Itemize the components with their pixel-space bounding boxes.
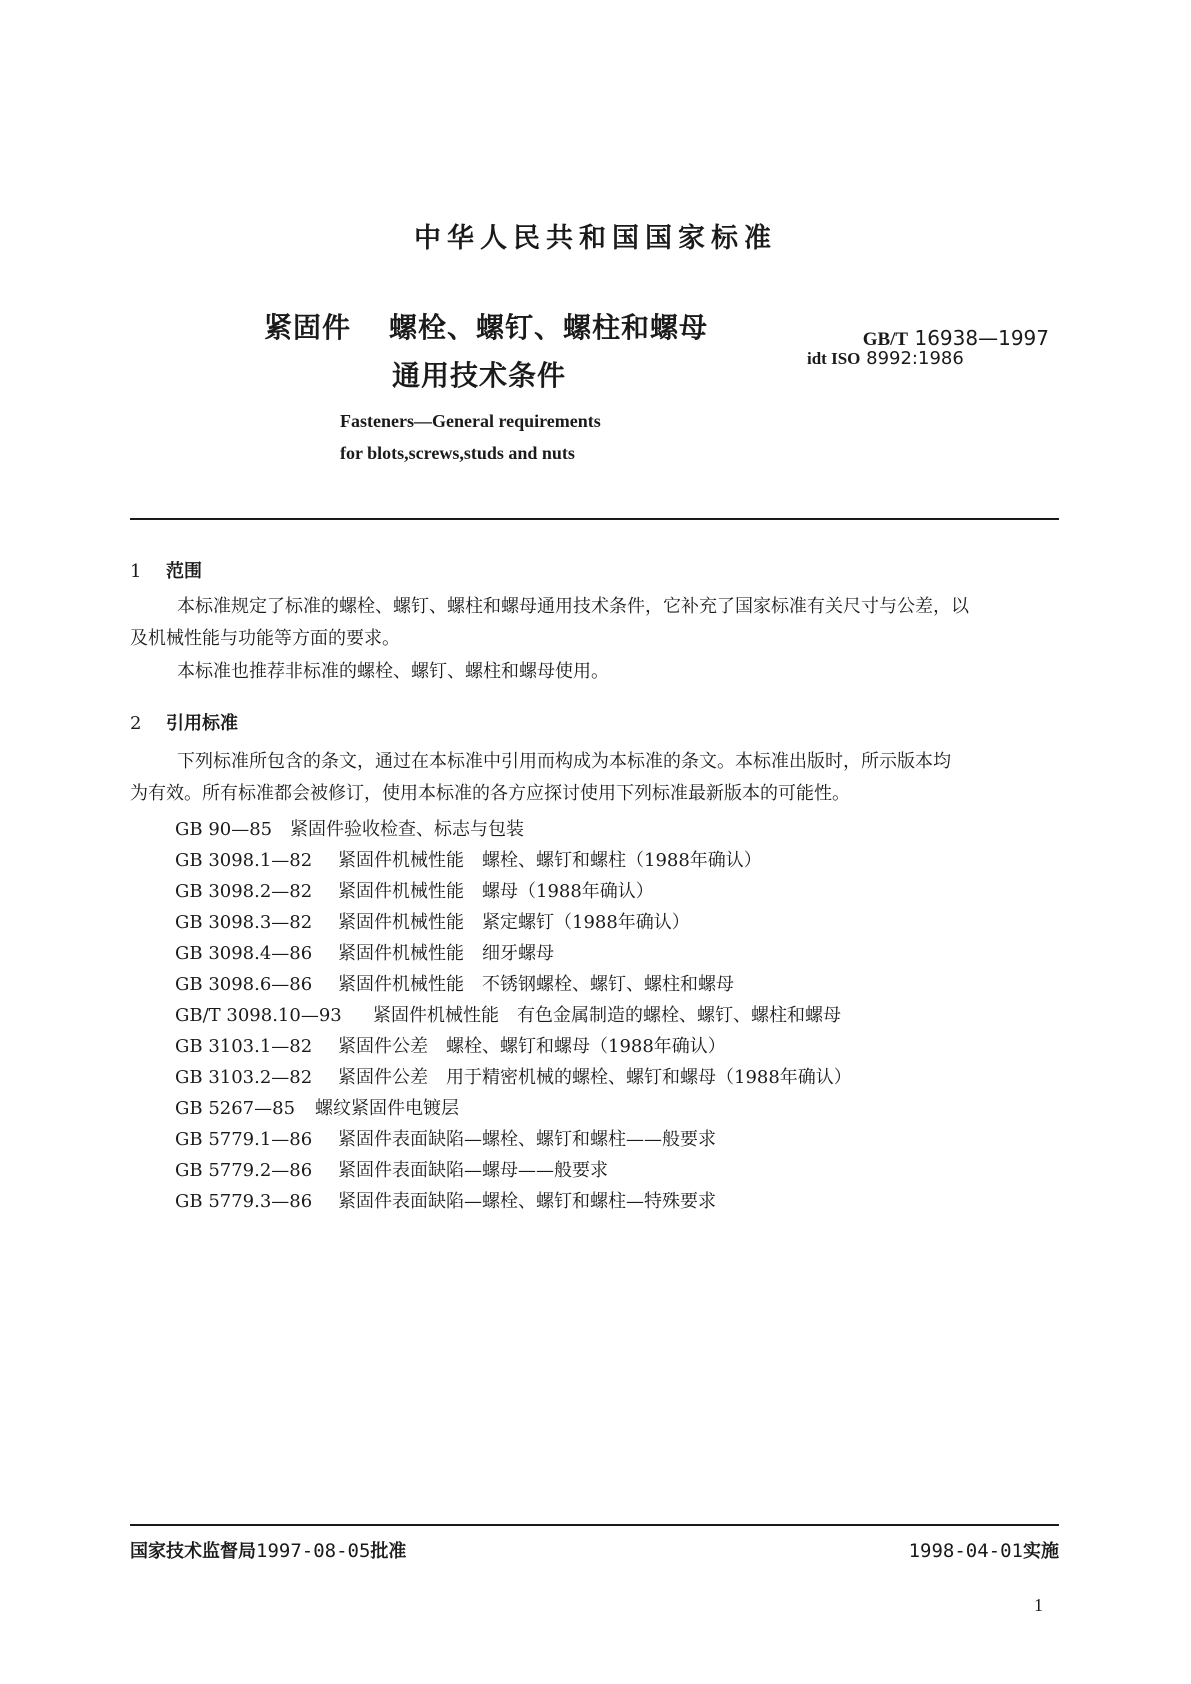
section-2-heading (130, 709, 238, 735)
section-title: 范围 (166, 561, 202, 582)
reference-title: 紧固件机械性能 螺栓、螺钉和螺柱（1988年确认） (338, 850, 762, 871)
reference-title: 紧固件表面缺陷—螺母——般要求 (338, 1160, 608, 1181)
effective-date: 1998-04-01 (908, 1540, 1023, 1562)
reference-code: GB 5779.2—86 (175, 1160, 313, 1181)
standard-title-part2: 螺栓、螺钉、螺柱和螺母 (389, 311, 709, 344)
effective-line (909, 1537, 1059, 1563)
reference-code: GB/T 3098.10—93 (175, 1005, 342, 1026)
reference-item (175, 846, 762, 872)
reference-item (175, 908, 690, 934)
standard-number-value: 16938—1997 (914, 326, 1049, 350)
effective-suffix: 实施 (1023, 1541, 1059, 1562)
reference-item (175, 1156, 608, 1182)
reference-title: 螺纹紧固件电镀层 (315, 1098, 459, 1119)
national-standard-title: 中华人民共和国国家标准 (414, 223, 777, 254)
approval-line (130, 1537, 406, 1563)
reference-code: GB 5779.1—86 (175, 1129, 313, 1150)
reference-code: GB 5779.3—86 (175, 1191, 313, 1212)
reference-title: 紧固件机械性能 不锈钢螺栓、螺钉、螺柱和螺母 (338, 974, 734, 995)
section-1-para2: 本标准也推荐非标准的螺栓、螺钉、螺柱和螺母使用。 (177, 661, 609, 682)
reference-title: 紧固件表面缺陷—螺栓、螺钉和螺柱——般要求 (338, 1129, 716, 1150)
reference-code: GB 3098.1—82 (175, 850, 313, 871)
standard-title-line2: 通用技术条件 (392, 359, 567, 392)
english-title-line2: for blots,screws,studs and nuts (340, 443, 575, 463)
section-1-para1-line1: 本标准规定了标准的螺栓、螺钉、螺柱和螺母通用技术条件，它补充了国家标准有关尺寸与公差，以 (177, 596, 969, 617)
reference-item (175, 939, 554, 965)
section-title: 引用标准 (166, 713, 238, 734)
section-1-heading (130, 557, 202, 583)
reference-item (175, 877, 654, 903)
reference-title: 紧固件机械性能 螺母（1988年确认） (338, 881, 654, 902)
reference-item (175, 815, 524, 841)
footer-divider (130, 1524, 1059, 1526)
reference-title: 紧固件表面缺陷—螺栓、螺钉和螺柱—特殊要求 (338, 1191, 716, 1212)
idt-number: 8992:1986 (866, 348, 964, 369)
standard-title-line1 (264, 306, 708, 346)
standard-number-prefix: GB/T (862, 329, 909, 350)
reference-title: 紧固件机械性能 紧定螺钉（1988年确认） (338, 912, 690, 933)
standard-title-part1: 紧固件 (264, 311, 352, 344)
section-1-para1-line2: 及机械性能与功能等方面的要求。 (130, 628, 400, 649)
english-title-line1: Fasteners—General requirements (340, 411, 601, 431)
approval-suffix: 批准 (370, 1541, 407, 1562)
reference-code: GB 3103.1—82 (175, 1036, 313, 1057)
reference-code: GB 3103.2—82 (175, 1067, 313, 1088)
reference-item (175, 970, 734, 996)
reference-item (175, 1094, 459, 1120)
reference-item (175, 1063, 852, 1089)
reference-title: 紧固件公差 用于精密机械的螺栓、螺钉和螺母（1988年确认） (338, 1067, 852, 1088)
reference-item (175, 1187, 716, 1213)
approval-org: 国家技术监督局 (130, 1541, 256, 1562)
page-number: 1 (1034, 1595, 1043, 1615)
reference-title: 紧固件公差 螺栓、螺钉和螺母（1988年确认） (338, 1036, 726, 1057)
reference-item (175, 1001, 841, 1027)
reference-title: 紧固件机械性能 有色金属制造的螺栓、螺钉、螺柱和螺母 (373, 1005, 841, 1026)
section-2-para-line1: 下列标准所包含的条文，通过在本标准中引用而构成为本标准的条文。本标准出版时，所示版本均 (177, 751, 951, 772)
reference-code: GB 3098.6—86 (175, 974, 313, 995)
approval-date: 1997-08-05 (256, 1540, 371, 1562)
reference-title: 紧固件机械性能 细牙螺母 (338, 943, 554, 964)
reference-title: 紧固件验收检查、标志与包装 (290, 819, 524, 840)
idt-prefix: idt ISO (807, 349, 861, 368)
reference-code: GB 90—85 (175, 819, 273, 840)
reference-code: GB 3098.2—82 (175, 881, 313, 902)
section-number: 1 (130, 561, 142, 582)
reference-code: GB 5267—85 (175, 1098, 296, 1119)
reference-item (175, 1032, 726, 1058)
header-divider (130, 518, 1059, 520)
reference-code: GB 3098.4—86 (175, 943, 313, 964)
reference-item (175, 1125, 716, 1151)
idt-reference (807, 348, 964, 369)
section-2-para-line2: 为有效。所有标准都会被修订，使用本标准的各方应探讨使用下列标准最新版本的可能性。 (130, 783, 850, 804)
reference-code: GB 3098.3—82 (175, 912, 313, 933)
section-number: 2 (130, 713, 142, 734)
